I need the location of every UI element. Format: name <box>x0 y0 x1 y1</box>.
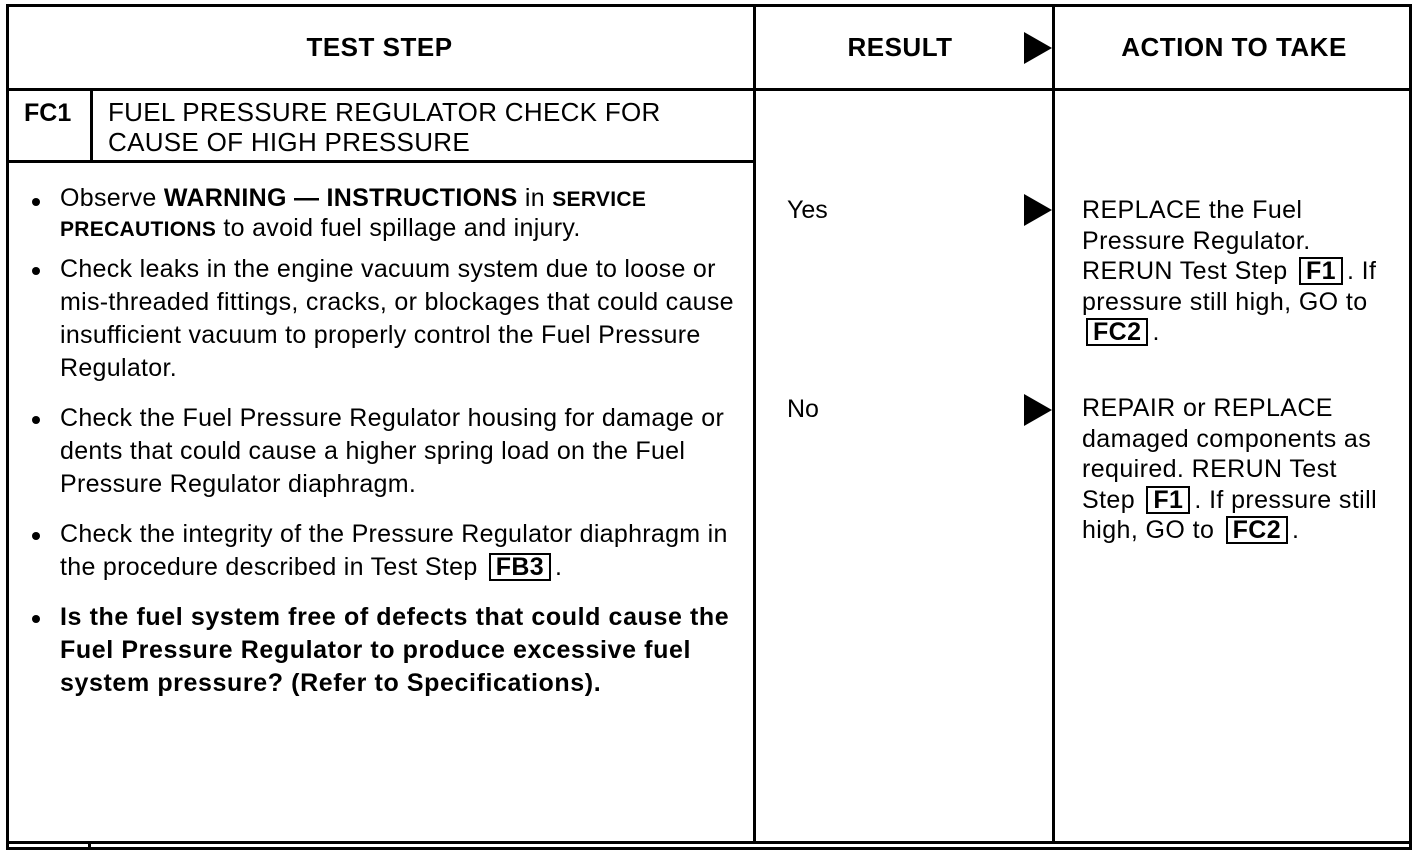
step-id-divider <box>90 88 93 162</box>
column-divider-2 <box>1052 4 1055 844</box>
step-id: FC1 <box>24 99 72 127</box>
instruction-item: Check the Fuel Pressure Regulator housing for damage or dents that could cause a higher spring load on the Fuel Pressure Regulator diaphragm. <box>30 402 740 501</box>
header-result: RESULT <box>847 32 953 62</box>
column-divider-1 <box>753 4 756 844</box>
result-no: No <box>787 395 819 423</box>
bottom-divider <box>6 841 1412 844</box>
header-divider <box>6 88 1412 91</box>
instruction-item: Check leaks in the engine vacuum system due to loose or mis-threaded fittings, cracks, or blockages that could cause insufficient vacuum to properly control the Fuel Pressure Regulator. <box>30 253 740 385</box>
test-step-instructions <box>30 184 740 717</box>
service-precautions-label: SERVICE PRECAUTIONS <box>60 188 647 241</box>
instruction-item: Observe WARNING — INSTRUCTIONS in SERVICE PRECAUTIONS to avoid fuel spillage and injury. <box>30 184 740 244</box>
result-arrow-icon <box>1024 194 1052 226</box>
step-title-divider <box>6 160 756 163</box>
test-step-ref: FB3 <box>489 553 551 581</box>
action-yes: REPLACE the Fuel Pressure Regulator. RERUN Test Step F1 . If pressure still high, GO to FC2 . <box>1082 196 1377 346</box>
question-item: Is the fuel system free of defects that could cause the Fuel Pressure Regulator to produce excessive fuel system pressure? (Refer to Specifications). <box>30 601 740 700</box>
instruction-item: Check the integrity of the Pressure Regulator diaphragm in the procedure described in Test Step FB3 . <box>30 518 740 584</box>
action-no: REPAIR or REPLACE damaged components as required. RERUN Test Step F1 . If pressure still high, GO to FC2 . <box>1082 394 1378 544</box>
step-title: FUEL PRESSURE REGULATOR CHECK FOR CAUSE OF HIGH PRESSURE <box>108 97 661 157</box>
header-test-step: TEST STEP <box>306 32 453 62</box>
test-step-ref: FC2 <box>1226 516 1288 544</box>
result-arrow-icon <box>1024 394 1052 426</box>
bottom-tick <box>88 841 91 850</box>
test-step-ref: F1 <box>1146 486 1190 514</box>
test-step-ref: FC2 <box>1086 318 1148 346</box>
header-action: ACTION TO TAKE <box>1121 32 1347 62</box>
header-arrow-icon <box>1024 32 1052 64</box>
warning-label: WARNING — INSTRUCTIONS <box>163 184 518 212</box>
result-yes: Yes <box>787 196 828 224</box>
test-step-ref: F1 <box>1299 257 1343 285</box>
